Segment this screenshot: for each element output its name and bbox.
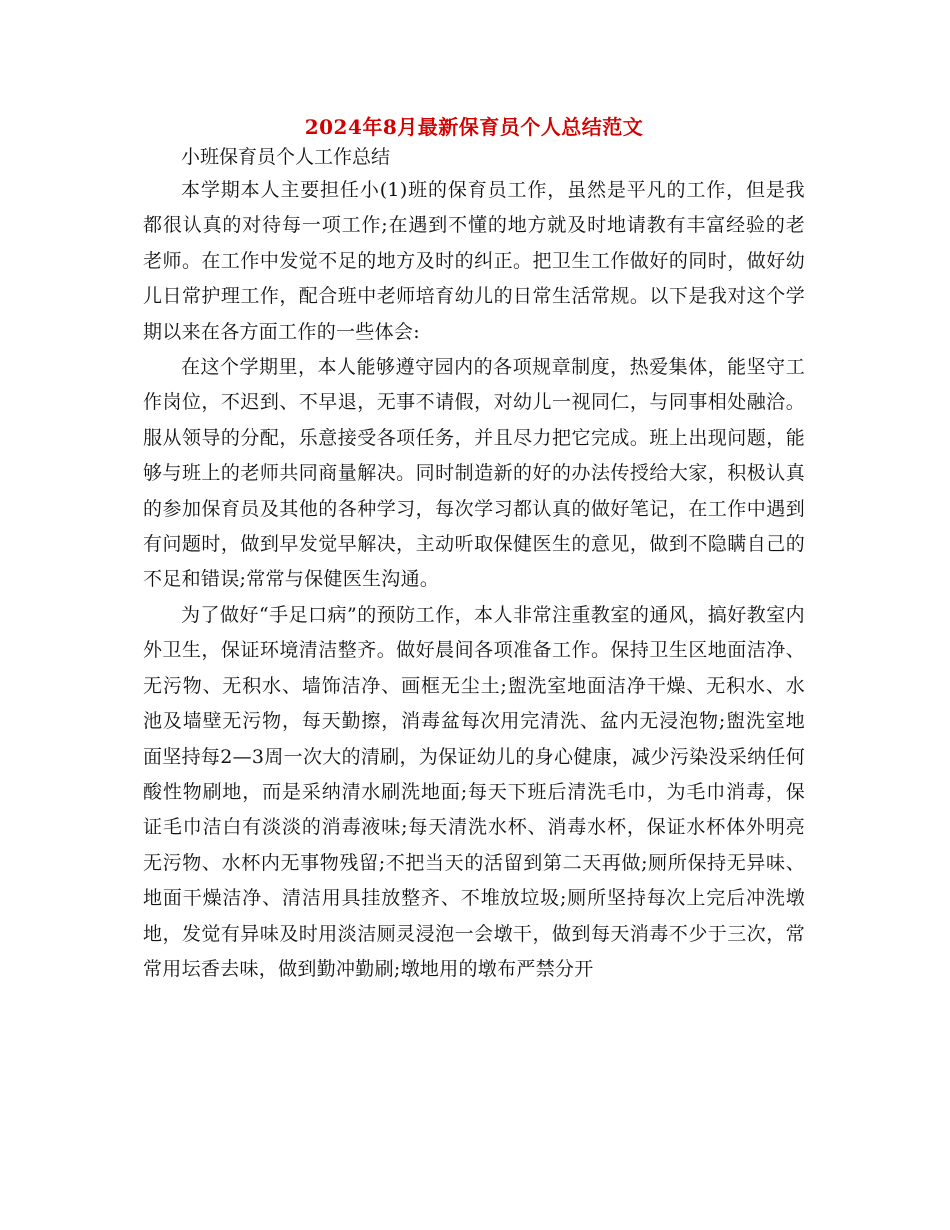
- paragraph-1: 本学期本人主要担任小(1)班的保育员工作，虽然是平凡的工作，但是我都很认真的对待每一项工作;在遇到不懂的地方就及时地请教有丰富经验的老老师。在工作中发觉不足的地方及时的纠正。把卫生工作做好的同时，做好幼儿日常护理工作，配合班中老师培育幼儿的日常生活常规。以下是我对这个学期以来在各方面工作的一些体会:: [143, 179, 805, 343]
- paragraph-2: 在这个学期里，本人能够遵守园内的各项规章制度，热爱集体，能坚守工作岗位，不迟到、不早退，无事不请假，对幼儿一视同仁，与同事相处融洽。服从领导的分配，乐意接受各项任务，并且尽力把它完成。班上出现问题，能够与班上的老师共同商量解决。同时制造新的好的办法传授给大家，积极认真的参加保育员及其他的各种学习，每次学习都认真的做好笔记，在工作中遇到有问题时，做到早发觉早解决，主动听取保健医生的意见，做到不隐瞒自己的不足和错误;常常与保健医生沟通。: [143, 356, 805, 591]
- document-subtitle: 小班保育员个人工作总结: [181, 146, 391, 168]
- document-body: [143, 112, 805, 987]
- paragraph-3: 为了做好“手足口病”的预防工作，本人非常注重教室的通风，搞好教室内外卫生，保证环境清洁整齐。做好晨间各项准备工作。保持卫生区地面洁净、无污物、无积水、墙饰洁净、画框无尘土;盥洗室地面洁净干燥、无积水、水池及墙壁无污物，每天勤擦，消毒盆每次用完清洗、盆内无浸泡物;盥洗室地面坚持每2—3周一次大的清刷，为保证幼儿的身心健康，减少污染没采纳任何酸性物刷地，而是采纳清水刷洗地面;每天下班后清洗毛巾，为毛巾消毒，保证毛巾洁白有淡淡的消毒液味;每天清洗水杯、消毒水杯，保证水杯体外明亮无污物、水杯内无事物残留;不把当天的活留到第二天再做;厕所保持无异味、地面干燥洁净、清洁用具挂放整齐、不堆放垃圾;厕所坚持每次上完后冲洗墩地，发觉有异味及时用淡洁厕灵浸泡一会墩干，做到每天消毒不少于三次，常常用坛香去味，做到勤冲勤刷;墩地用的墩布严禁分开: [143, 603, 805, 980]
- document-title: 2024年8月最新保育员个人总结范文: [304, 115, 644, 139]
